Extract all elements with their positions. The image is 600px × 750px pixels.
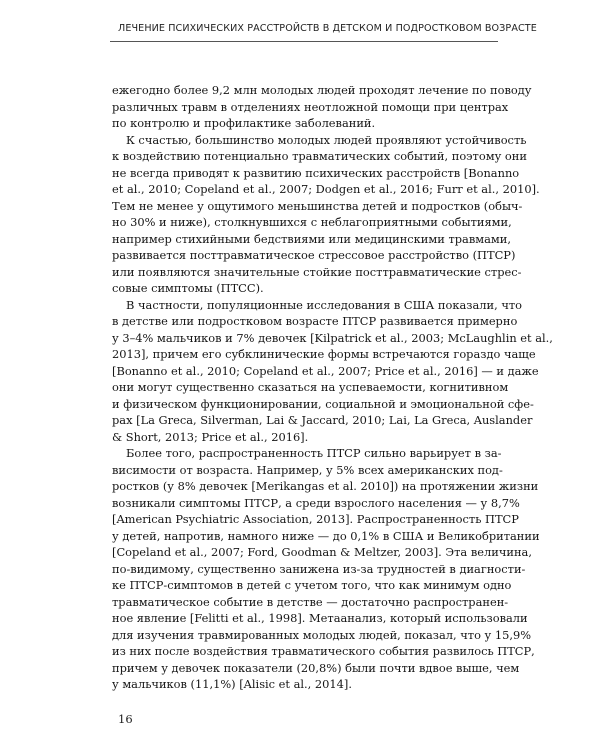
text-line: у мальчиков (11,1%) [Alisic et al., 2014]. — [112, 677, 352, 691]
text-line: Тем не менее у ощутимого меньшинства детей и подростков (обыч- — [112, 198, 523, 213]
paragraph-start-line: Более того, распространенность ПТСР сильно варьирует в за- — [126, 446, 502, 460]
text-line: различных травм в отделениях неотложной помощи при центрах — [112, 99, 509, 114]
text-line: причем у девочек показатели (20,8%) были почти вдвое выше, чем — [112, 660, 520, 675]
text-line: например стихийными бедствиями или медицинскими травмами, — [112, 231, 511, 246]
paragraph-start-line: К счастью, большинство молодых людей проявляют устойчивость — [126, 132, 527, 147]
text-line: не всегда приводят к развитию психических расстройств [Bonanno — [112, 165, 520, 180]
text-line: висимости от возраста. Например, у 5% всех американских под- — [112, 462, 503, 477]
text-line: для изучения травмированных молодых людей, показал, что у 15,9% — [112, 627, 532, 642]
text-line: [Bonanno et al., 2010; Copeland et al., 2007; Price et al., 2016] — и даже — [112, 363, 539, 378]
text-line: [American Psychiatric Association, 2013]. Распространенность ПТСР — [112, 512, 519, 526]
text-line: [Copeland et al., 2007; Ford, Goodman & Meltzer, 2003]. Эта величина, — [112, 545, 532, 559]
text-line: совые симптомы (ПТСС). — [112, 281, 264, 295]
running-header: ЛЕЧЕНИЕ ПСИХИЧЕСКИХ РАССТРОЙСТВ В ДЕТСКОМ И ПОДРОСТКОВОМ ВОЗРАСТЕ — [118, 23, 537, 34]
text-line: у 3–4% мальчиков и 7% девочек [Kilpatrick et al., 2003; McLaughlin et al., — [112, 330, 553, 345]
text-line: травматическое событие в детстве — достаточно распространен- — [112, 594, 509, 609]
text-line: у детей, напротив, намного ниже — до 0,1% в США и Великобритании — [112, 528, 540, 543]
text-line: & Short, 2013; Price et al., 2016]. — [112, 429, 309, 444]
text-line: развивается посттравматическое стрессовое расстройство (ПТСР) — [112, 248, 516, 262]
page-number: 16 — [118, 712, 133, 726]
text-line: рах [La Greca, Silverman, Lai & Jaccard, 2010; Lai, La Greca, Auslander — [112, 413, 533, 427]
text-line: из них после воздействия травматического события развилось ПТСР, — [112, 644, 535, 658]
text-line: по контролю и профилактике заболеваний. — [112, 116, 376, 130]
text-line: ростков (у 8% девочек [Merikangas et al. 2010]) на протяжении жизни — [112, 479, 539, 493]
text-line: возникали симптомы ПТСР, а среди взрослого населения — у 8,7% — [112, 495, 520, 510]
body-text — [112, 82, 553, 693]
text-line: и физическом функционировании, социальной и эмоциональной сфе- — [112, 396, 534, 411]
text-line: но 30% и ниже), столкнувшихся с неблагоприятными событиями, — [112, 215, 512, 229]
text-line: или появляются значительные стойкие посттравматические стрес- — [112, 264, 522, 279]
text-line: 2013], причем его субклинические формы встречаются гораздо чаще — [112, 347, 536, 361]
header-rule — [110, 41, 498, 42]
text-line: et al., 2010; Copeland et al., 2007; Dodgen et al., 2016; Furr et al., 2010]. — [112, 182, 540, 196]
text-line: они могут существенно сказаться на успеваемости, когнитивном — [112, 380, 509, 394]
paragraph-start-line: В частности, популяционные исследования в США показали, что — [126, 297, 523, 312]
text-line: к воздействию потенциально травматических событий, поэтому они — [112, 149, 527, 163]
text-line: по-видимому, существенно занижена из-за трудностей в диагности- — [112, 561, 526, 576]
text-line: ное явление [Felitti et al., 1998]. Метаанализ, который использовали — [112, 611, 528, 625]
text-line: ежегодно более 9,2 млн молодых людей проходят лечение по поводу — [112, 83, 532, 97]
text-line: в детстве или подростковом возрасте ПТСР развивается примерно — [112, 314, 518, 328]
text-line: ке ПТСР-симптомов в детей с учетом того, что как минимум одно — [112, 578, 512, 592]
